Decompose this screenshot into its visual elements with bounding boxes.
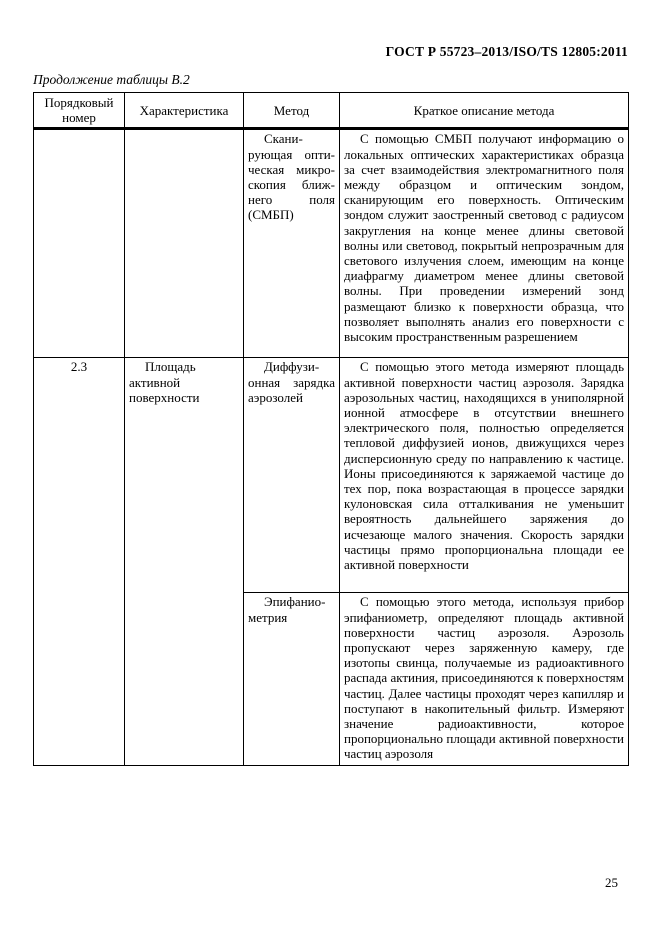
cell-description-epiphaniometry: С помощью этого метода, используя прибор эпифаниометр, определяют площадь активной поверхности частиц аэрозоля. Аэрозоль пропускают через заряженную камеру, где изотопы свинца, получаемые из радиоактивного распада актиния, присоединяются к поверхностям частиц. Далее частицы проходят через капилляр и поступают в накопительный фильтр. Измеряют значение радиоактивности, которое пропорционально площади активной поверхности частиц аэрозоля: [340, 593, 629, 766]
methods-table: [33, 92, 629, 766]
cell-method-epiphaniometry: Эпифаниометрия: [244, 593, 340, 766]
cell-characteristic-empty: [125, 129, 244, 358]
column-header-method: Метод: [244, 93, 340, 129]
cell-method-smbp: Сканирующая оптическая микроскопия ближнего поля (СМБП): [244, 129, 340, 358]
table-header-row: [34, 93, 629, 129]
cell-method-diffusion-charging: Диффузионная зарядка аэрозолей: [244, 358, 340, 593]
table-row: [34, 129, 629, 358]
column-header-characteristic: Характеристика: [125, 93, 244, 129]
cell-ordinal-number-2-3: 2.3: [34, 358, 125, 766]
cell-ordinal-number-empty: [34, 129, 125, 358]
cell-description-smbp: С помощью СМБП получают информацию о локальных оптических характеристиках образца за счет взаимодействия электромагнитного поля между образцом и оптическим зондом, сканирующим его поверхность. Оптическим зондом служит заостренный световод с радиусом закругления на конце менее длины световой волны или световод, покрытый непрозрачным для светового излучения слоем, имеющим на конце диафрагму диаметром менее длины световой волны. При проведении измерений зонд размещают близко к поверхности образца, что позволяет выполнять анализ его поверхности с высоким пространственным разрешением: [340, 129, 629, 358]
cell-description-diffusion-charging: С помощью этого метода измеряют площадь активной поверхности частиц аэрозоля. Зарядка аэрозольных частиц, находящихся в униполярной ионной атмосфере в отсутствии внешнего электрического поля, полностью определяется тепловой диффузией ионов, движущихся через дисперсионную среду по направлению к частице. Ионы присоединяются к заряжаемой частице до тех пор, пока возрастающая в процессе зарядки кулоновская сила отталкивания не уменьшит вероятность дальнейшего заряжения до исчезающе малого значения. Скорость зарядки частицы прямо пропорциональна площади ее активной поверхности: [340, 358, 629, 593]
page-number: 25: [605, 875, 618, 890]
column-header-description: Краткое описание метода: [340, 93, 629, 129]
cell-characteristic-active-surface: Площадь активной поверхности: [125, 358, 244, 766]
table-caption: Продолжение таблицы В.2: [33, 72, 190, 87]
table-row: [34, 358, 629, 593]
column-header-ordinal-number: Порядковый номер: [34, 93, 125, 129]
document-standard-header: ГОСТ Р 55723–2013/ISO/TS 12805:2011: [385, 44, 628, 59]
